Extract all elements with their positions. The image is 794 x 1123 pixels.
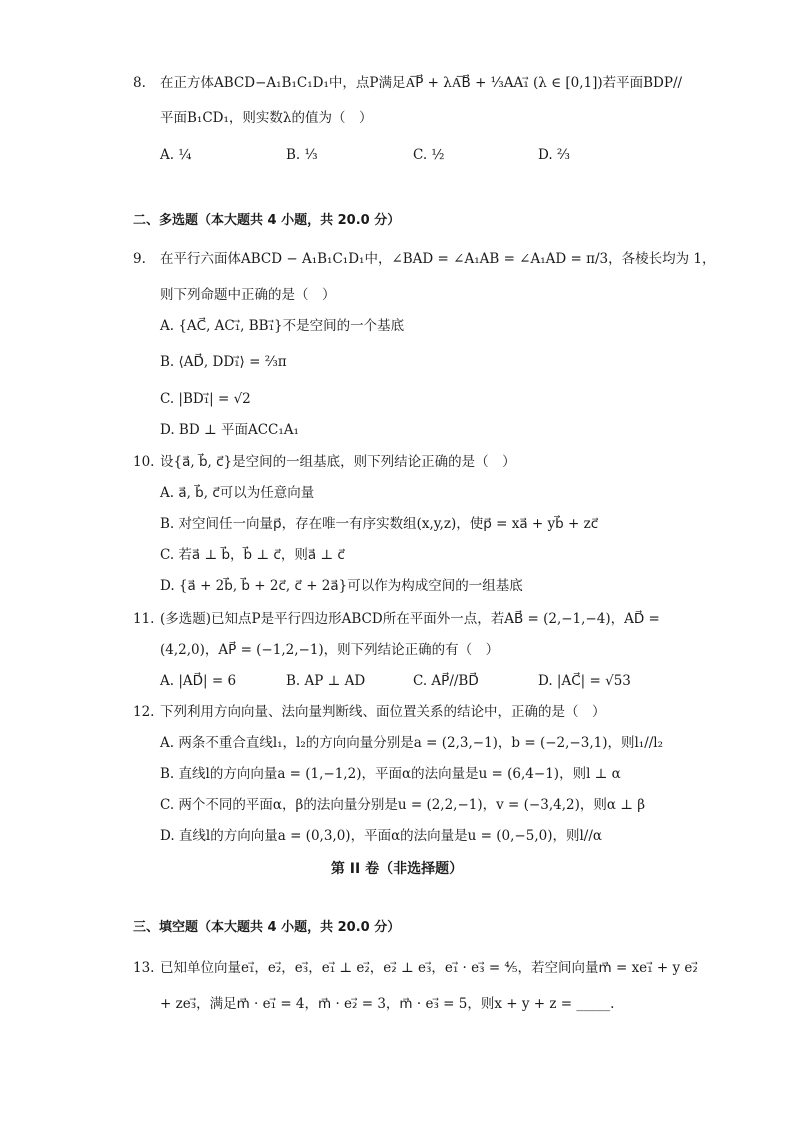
question-8-option-c: C. ½ [413, 147, 445, 163]
question-11-option-d: D. |AC⃗| = √53 [538, 673, 631, 689]
question-13-number: 13. [133, 960, 155, 976]
question-9-option-c: C. |BD₁⃗| = √2 [160, 391, 251, 407]
question-12-option-d: D. 直线l的方向向量a = (0,3,0)，平面α的法向量是u = (0,−5,0)，则l//α [160, 828, 602, 844]
question-8-option-d: D. ⅔ [538, 147, 571, 163]
question-11-option-b: B. AP ⊥ AD [286, 673, 366, 689]
question-10-option-b: B. 对空间任一向量p⃗，存在唯一有序实数组(x,y,z)，使p⃗ = xa⃗ + yb⃗ + zc⃗ [160, 516, 599, 532]
question-12-option-b: B. 直线l的方向向量a = (1,−1,2)，平面α的法向量是u = (6,4−1)，则l ⊥ α [160, 766, 621, 782]
question-10-line-1: 设{a⃗, b⃗, c⃗}是空间的一组基底，则下列结论正确的是（ ） [160, 454, 516, 470]
question-11-line-1: (多选题)已知点P是平行四边形ABCD所在平面外一点，若AB⃗ = (2,−1,−4)，AD⃗ = [160, 611, 660, 627]
section-3-heading: 三、填空题（本大题共 4 小题，共 20.0 分） [133, 920, 401, 935]
question-9-option-b: B. ⟨AD⃗, DD₁⃗⟩ = ⅔π [160, 354, 287, 370]
part-2-heading: 第 II 卷（非选择题） [330, 861, 464, 877]
question-12-option-c: C. 两个不同的平面α，β的法向量分别是u = (2,2,−1)，v = (−3,4,2)，则α ⊥ β [160, 797, 646, 813]
question-12-number: 12. [133, 704, 155, 720]
question-8-number: 8. [133, 75, 146, 91]
question-10-number: 10. [133, 454, 155, 470]
question-9-line-1: 在平行六面体ABCD − A₁B₁C₁D₁中，∠BAD = ∠A₁AB = ∠A₁AD = π/3，各棱长均为 1， [160, 251, 716, 267]
question-13-line-2: + ze₃⃗，满足m⃗ · e₁⃗ = 4，m⃗ · e₂⃗ = 3，m⃗ · e₃⃗ = 5，则x + y + z = _____. [160, 996, 615, 1012]
question-8-option-a: A. ¼ [160, 147, 192, 163]
question-9-line-2: 则下列命题中正确的是（ ） [160, 287, 336, 303]
question-8-line-1: 在正方体ABCD−A₁B₁C₁D₁中，点P满足A͞P⃗ + λA͞B⃗ + ⅓AA₁⃗ (λ ∈ [0,1])若平面BDP// [160, 75, 683, 91]
question-9-option-a: A. {AC⃗, AC₁⃗, BB₁⃗}不是空间的一个基底 [160, 318, 405, 334]
question-11-option-a: A. |AD⃗| = 6 [160, 673, 237, 689]
question-11-line-2: (4,2,0)，AP⃗ = (−1,2,−1)，则下列结论正确的有（ ） [160, 642, 500, 658]
question-9-option-d: D. BD ⊥ 平面ACC₁A₁ [160, 422, 299, 438]
question-10-option-d: D. {a⃗ + 2b⃗, b⃗ + 2c⃗, c⃗ + 2a⃗}可以作为构成空间的一组基底 [160, 578, 523, 594]
question-11-number: 11. [133, 611, 155, 627]
question-12-line-1: 下列利用方向向量、法向量判断线、面位置关系的结论中，正确的是（ ） [160, 704, 606, 720]
question-10-option-a: A. a⃗, b⃗, c⃗可以为任意向量 [160, 485, 315, 501]
question-12-option-a: A. 两条不重合直线l₁，l₂的方向向量分别是a = (2,3,−1)，b = (−2,−3,1)，则l₁//l₂ [160, 735, 664, 751]
question-13-line-1: 已知单位向量e₁⃗，e₂⃗，e₃⃗，e₁⃗ ⊥ e₂⃗，e₂⃗ ⊥ e₃⃗，e₁⃗ · e₃⃗ = ⅘，若空间向量m⃗ = xe₁⃗ + y e₂⃗ [160, 960, 698, 976]
section-2-heading: 二、多选题（本大题共 4 小题，共 20.0 分） [133, 213, 401, 228]
question-10-option-c: C. 若a⃗ ⊥ b⃗，b⃗ ⊥ c⃗，则a⃗ ⊥ c⃗ [160, 547, 345, 563]
question-9-number: 9. [133, 251, 146, 267]
question-8-option-b: B. ⅓ [286, 147, 318, 163]
question-11-option-c: C. AP⃗//BD⃗ [413, 673, 479, 689]
question-8-line-2: 平面B₁CD₁，则实数λ的值为（ ） [160, 110, 373, 126]
